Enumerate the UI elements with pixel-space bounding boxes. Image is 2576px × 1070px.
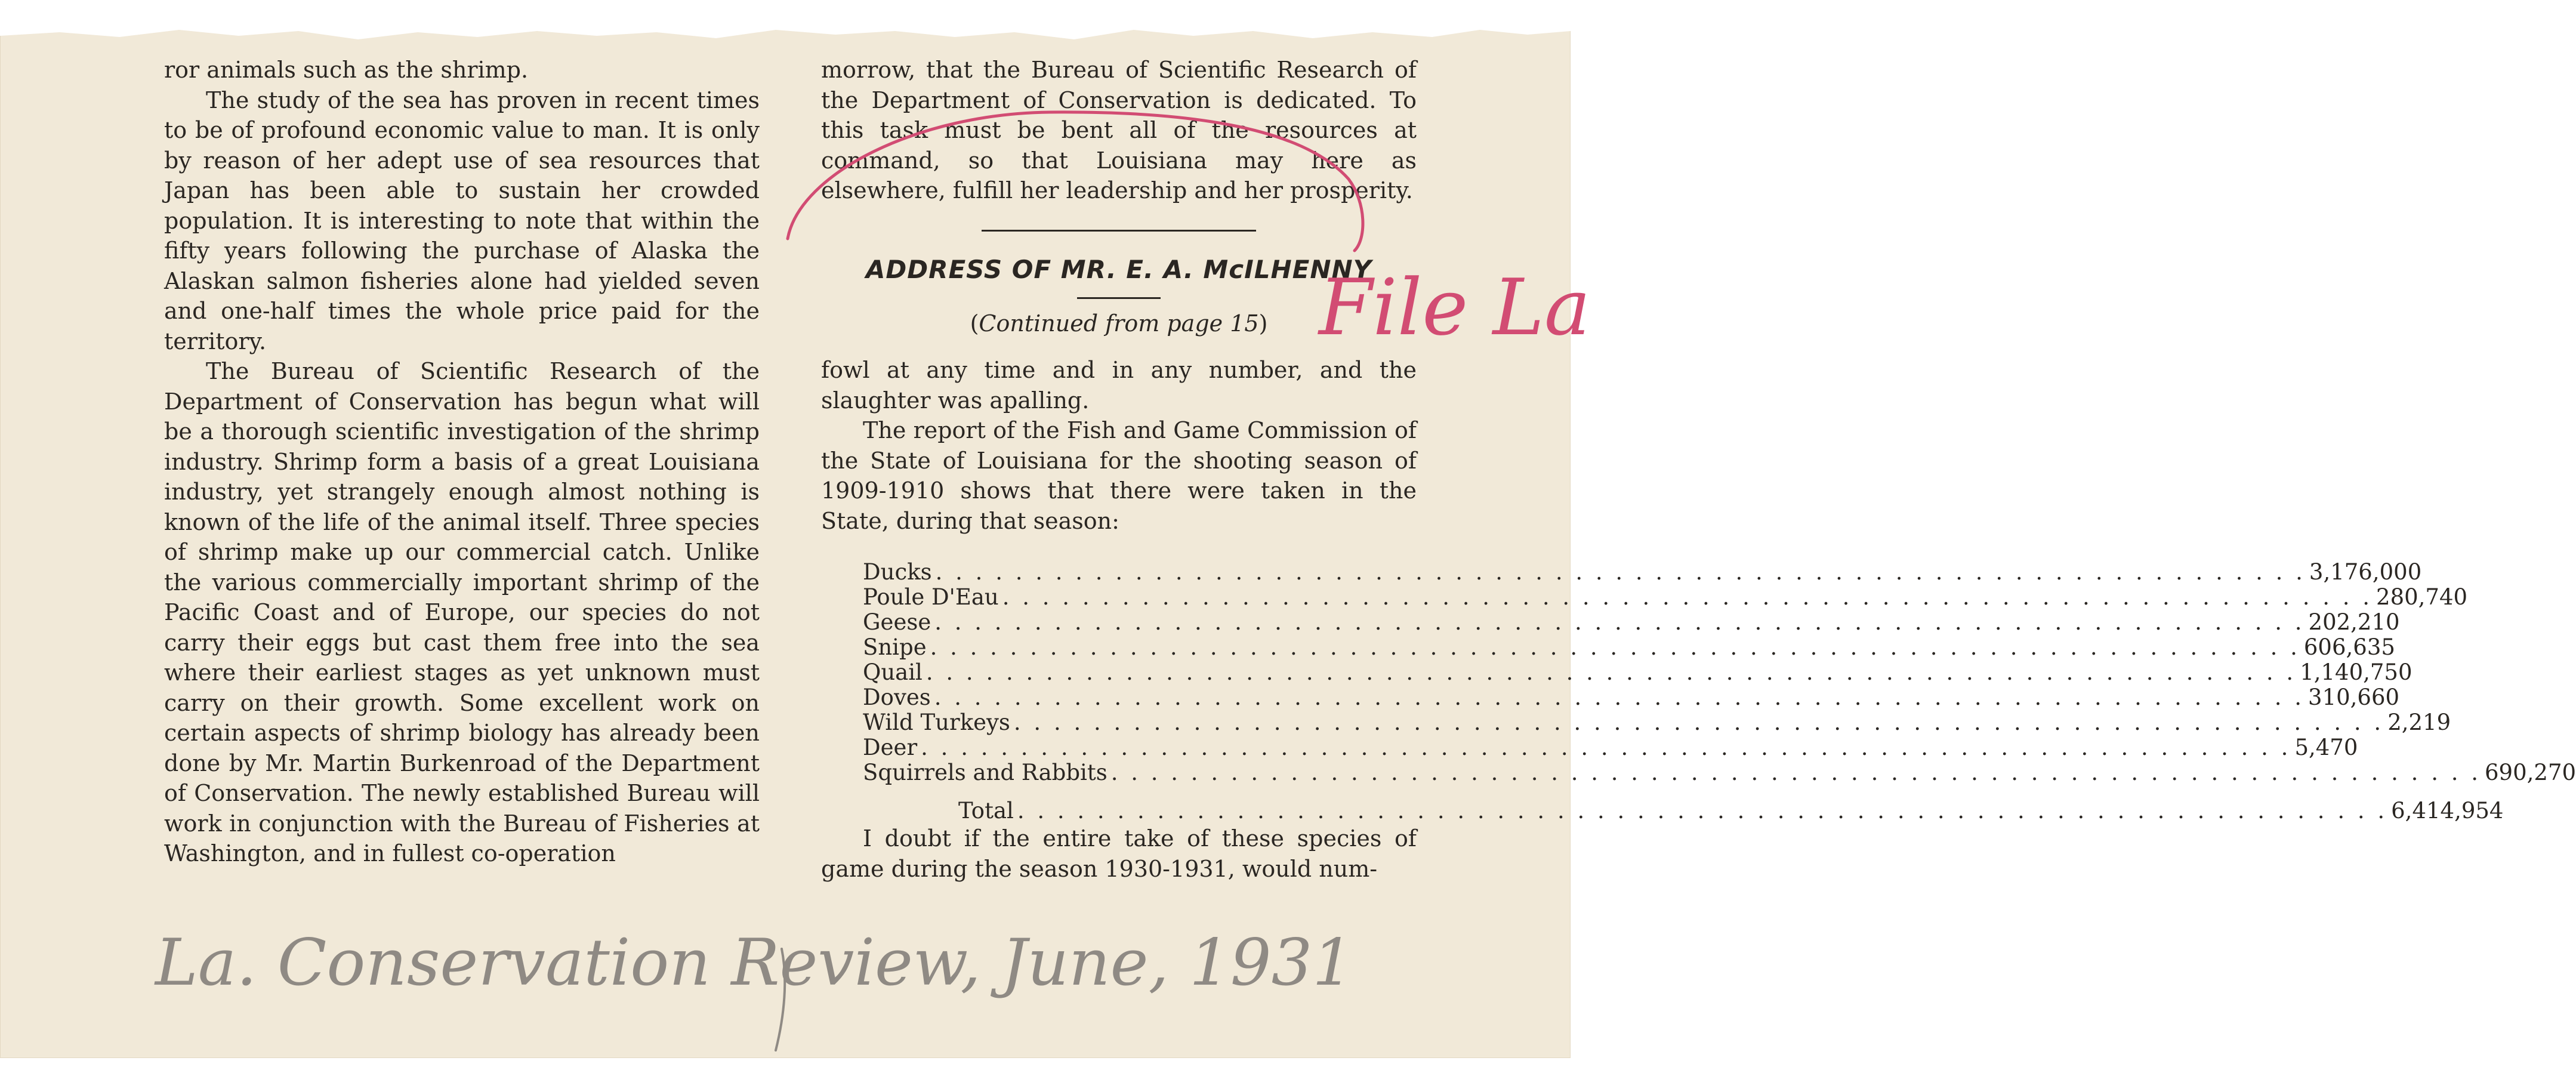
leader-dots (934, 685, 2304, 710)
leader-dots (930, 635, 2300, 660)
leader-dots (934, 610, 2304, 635)
leader-dots (921, 735, 2291, 760)
tally-total-label: Total (958, 798, 1014, 824)
continued-close-paren: ) (1258, 310, 1268, 337)
left-paragraph-1: ror animals such as the shrimp. (164, 57, 529, 83)
tally-total-row (863, 798, 2504, 824)
tally-row (863, 634, 2395, 660)
right-paragraph-1: fowl at any time and in any number, and the slaughter was apalling. (821, 357, 1417, 414)
tally-row (863, 710, 2451, 735)
tally-value: 690,270 (2485, 760, 2576, 785)
annotation-text: File La (1319, 262, 1591, 353)
tally-row (863, 684, 2400, 710)
tally-total-value: 6,414,954 (2391, 798, 2504, 824)
tally-row (863, 659, 2413, 685)
tally-row (863, 735, 2358, 760)
tally-label: Poule D'Eau (863, 584, 999, 610)
tally-label: Ducks (863, 559, 932, 585)
leader-dots (1111, 760, 2481, 785)
leader-dots (936, 560, 2306, 585)
handwritten-source-note (155, 913, 1354, 1056)
red-pencil-annotation (764, 101, 1591, 376)
tally-label: Doves (863, 684, 931, 710)
source-note-text: La. Conservation Review, June, 1931 (155, 926, 1354, 1000)
leader-dots (1017, 798, 2387, 824)
tally-value: 310,660 (2308, 684, 2400, 710)
tally-value: 5,470 (2294, 735, 2358, 760)
left-paragraph-2: The study of the sea has proven in recent times to be of profound economic value to man. It is only by reason of her adept use of sea resources that Japan has been able to sustain her crowded population. It is interesting to note that within the fifty years following the purchase of Alaska the Alaskan salmon fisheries alone had yielded seven and one-half times the whole price paid for the territory. (164, 87, 760, 354)
left-column (164, 55, 760, 869)
tally-value: 280,740 (2376, 584, 2468, 610)
continued-text: Continued from page 15 (979, 310, 1259, 337)
tally-row (863, 760, 2576, 785)
tally-row (863, 584, 2468, 610)
tally-value: 2,219 (2387, 710, 2451, 735)
tally-value: 3,176,000 (2309, 559, 2422, 585)
tally-label: Squirrels and Rabbits (863, 760, 1107, 785)
newspaper-clipping (0, 24, 2576, 1058)
tally-value: 1,140,750 (2300, 659, 2413, 685)
continued-open-paren: ( (970, 310, 979, 337)
tally-label: Deer (863, 735, 918, 760)
address-heading: ADDRESS OF MR. E. A. McILHENNY (865, 254, 1372, 284)
tally-label: Geese (863, 609, 931, 635)
tally-value: 202,210 (2308, 609, 2400, 635)
leader-dots (926, 660, 2296, 685)
right-paragraph-2: The report of the Fish and Game Commission of the State of Louisiana for the shooting season of 1909-1910 shows that there were taken in the State, during that season: (821, 417, 1417, 534)
tally-row (863, 559, 2422, 585)
tally-value: 606,635 (2303, 634, 2395, 660)
leader-dots (1002, 585, 2373, 610)
right-closing-paragraph: I doubt if the entire take of these species of game during the season 1930-1931, would num- (821, 825, 1417, 882)
game-tally-table (863, 559, 2576, 824)
left-paragraph-3: The Bureau of Scientific Research of the Department of Conservation has begun what will be a thorough scientific investigation of the shrimp industry. Shrimp form a basis of a great Louisiana industry, yet strangely enough almost nothing is known of the life of the animal itself. Three species of shrimp make up our commercial catch. Unlike the various commercially important shrimp of the Pacific Coast and of Europe, our species do not carry their eggs but cast them free into the sea where their earliest stages as yet unknown must carry on their growth. Some excellent work on certain aspects of shrimp biology has already been done by Mr. Martin Burkenroad of the Department of Conservation. The newly established Bureau will work in conjunction with the Bureau of Fisheries at Washington, and in fullest co-operation (164, 358, 760, 867)
leader-dots (1014, 710, 2384, 735)
tally-label: Wild Turkeys (863, 710, 1010, 735)
tally-label: Snipe (863, 634, 927, 660)
tally-row (863, 609, 2400, 635)
tally-label: Quail (863, 659, 923, 685)
right-opening-paragraph: morrow, that the Bureau of Scientific Research of the Department of Conservation is dedicated. To this task must be bent all of the resources at command, so that Louisiana may here as elsewhere, fulfill her leadership and her prosperity. (821, 57, 1417, 203)
